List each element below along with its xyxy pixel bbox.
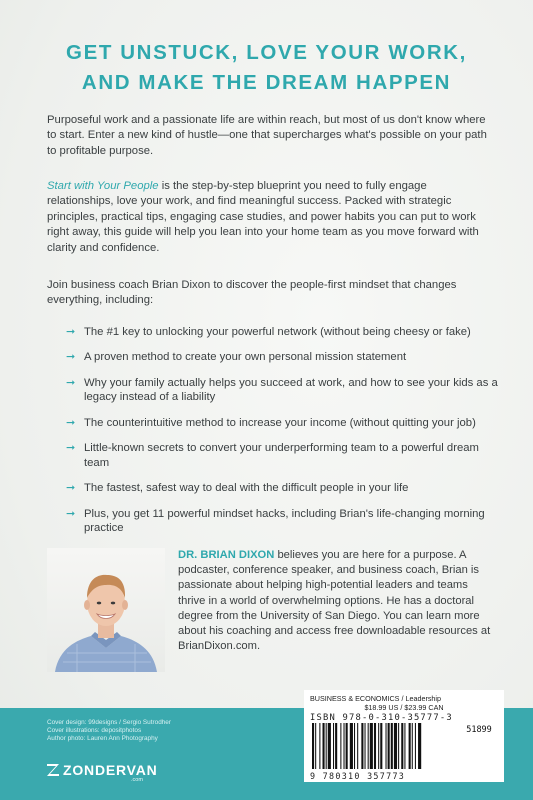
author-photo [47, 548, 165, 672]
barcode-addon: 51899 [466, 725, 492, 735]
arrow-icon: ➞ [66, 482, 76, 495]
list-item-text: A proven method to create your own personal mission statement [84, 351, 407, 364]
publisher-tld: .com [131, 777, 143, 783]
headline [0, 38, 533, 98]
blueprint-text: is the step-by-step blueprint you need to fully engage relationships, love your work, and find meaningful success. Packed with strategic principles, practical tips, engaging case studies, and power habits you can put to work right away, this guide will help you lean into your home team as you move forward with clarity and confidence. [47, 180, 479, 254]
zondervan-logo-icon [46, 763, 60, 777]
list-item-text: The counterintuitive method to increase your income (without quitting your job) [84, 416, 476, 429]
join-paragraph: Join business coach Brian Dixon to discover the people-first mindset that changes everything, including: [47, 279, 457, 307]
list-item-text: The fastest, safest way to deal with the difficult people in your life [84, 482, 409, 495]
barcode-stripe [409, 723, 411, 769]
intro-paragraph: Purposeful work and a passionate life are within reach, but most of us don't know where to start. Enter a new kind of hustle—one that supercharges what's possible on your path to profitable purpose. [47, 114, 487, 157]
publisher-name: ZONDERVAN [63, 762, 158, 778]
credit-line: Cover design: 99designs / Sergio Sutrodher [47, 719, 171, 726]
author-bio [178, 548, 494, 654]
barcode-stripe [365, 723, 366, 769]
list-item-text: Little-known secrets to convert your underperforming team to a powerful dream team [84, 442, 479, 469]
barcode-stripe [401, 723, 403, 769]
list-item-text: Plus, you get 11 powerful mindset hacks, including Brian's life-changing morning practice [84, 507, 485, 535]
barcode-stripe [370, 723, 373, 769]
barcode-panel [304, 690, 504, 782]
arrow-icon: ➞ [66, 326, 76, 338]
author-bio-text: believes you are here for a purpose. A podcaster, conference speaker, and business coach, Brian is passionate about helping high-potential leaders and teams thrive in a world of overwhelming options. He has a doctoral degree from the University of San Diego. You can learn more about his coaching and access free downloadable resources at BrianDixon.com. [178, 549, 491, 653]
barcode-stripe [333, 723, 334, 769]
barcode-stripe [388, 723, 390, 769]
author-name: DR. BRIAN DIXON [178, 549, 275, 561]
barcode-stripe [328, 723, 331, 769]
list-item [66, 325, 506, 340]
barcode-stripe [335, 723, 337, 769]
barcode-icon [310, 723, 498, 773]
barcode-stripe [323, 723, 325, 769]
list-item [66, 481, 506, 496]
barcode-stripe [386, 723, 387, 769]
book-title: Start with Your People [47, 180, 159, 192]
barcode-stripe [394, 723, 397, 769]
barcode-stripe [404, 723, 405, 769]
arrow-icon: ➞ [66, 351, 76, 364]
book-category: BUSINESS & ECONOMICS / Leadership [310, 694, 442, 703]
barcode-stripe [398, 723, 399, 769]
list-item [66, 507, 506, 536]
barcode-stripe [312, 723, 314, 769]
barcode-stripe [368, 723, 369, 769]
barcode-stripe [378, 723, 379, 769]
book-price: $18.99 US / $23.99 CAN [364, 703, 444, 712]
benefit-list [66, 325, 506, 547]
list-item-text: The #1 key to unlocking your powerful network (without being cheesy or fake) [84, 326, 471, 338]
arrow-icon: ➞ [66, 442, 76, 455]
list-item [66, 441, 506, 470]
barcode-stripe [354, 723, 355, 769]
headline-line-2: AND MAKE THE DREAM HAPPEN [81, 71, 452, 94]
credit-line: Cover illustrations: depositphotos [47, 727, 142, 734]
barcode-stripe [357, 723, 358, 769]
arrow-icon: ➞ [66, 416, 76, 429]
barcode-stripe [361, 723, 363, 769]
list-item [66, 350, 506, 365]
barcode-stripe [315, 723, 316, 769]
arrow-icon: ➞ [66, 376, 76, 389]
barcode-stripe [415, 723, 416, 769]
barcode-digits: 9 780310 357773 [310, 771, 406, 781]
barcode-stripe [391, 723, 393, 769]
credits [47, 719, 171, 743]
blueprint-paragraph [47, 179, 495, 256]
list-item [66, 416, 506, 431]
arrow-icon: ➞ [66, 507, 76, 520]
list-item [66, 376, 506, 405]
headline-line-1: GET UNSTUCK, LOVE YOUR WORK, [66, 41, 467, 64]
barcode-stripe [418, 723, 421, 769]
barcode-stripe [346, 723, 348, 769]
barcode-stripe [380, 723, 382, 769]
barcode-stripe [319, 723, 320, 769]
barcode-stripe [374, 723, 376, 769]
barcode-stripe [412, 723, 413, 769]
credit-line: Author photo: Lauren Ann Photography [47, 735, 158, 742]
list-item-text: Why your family actually helps you succeed at work, and how to see your kids as a legacy instead of a liability [84, 376, 498, 404]
barcode-stripe [340, 723, 341, 769]
barcode-stripe [350, 723, 353, 769]
barcode-stripe [326, 723, 327, 769]
isbn-label: ISBN 978-0-310-35777-3 [310, 713, 453, 723]
barcode-stripe [344, 723, 345, 769]
